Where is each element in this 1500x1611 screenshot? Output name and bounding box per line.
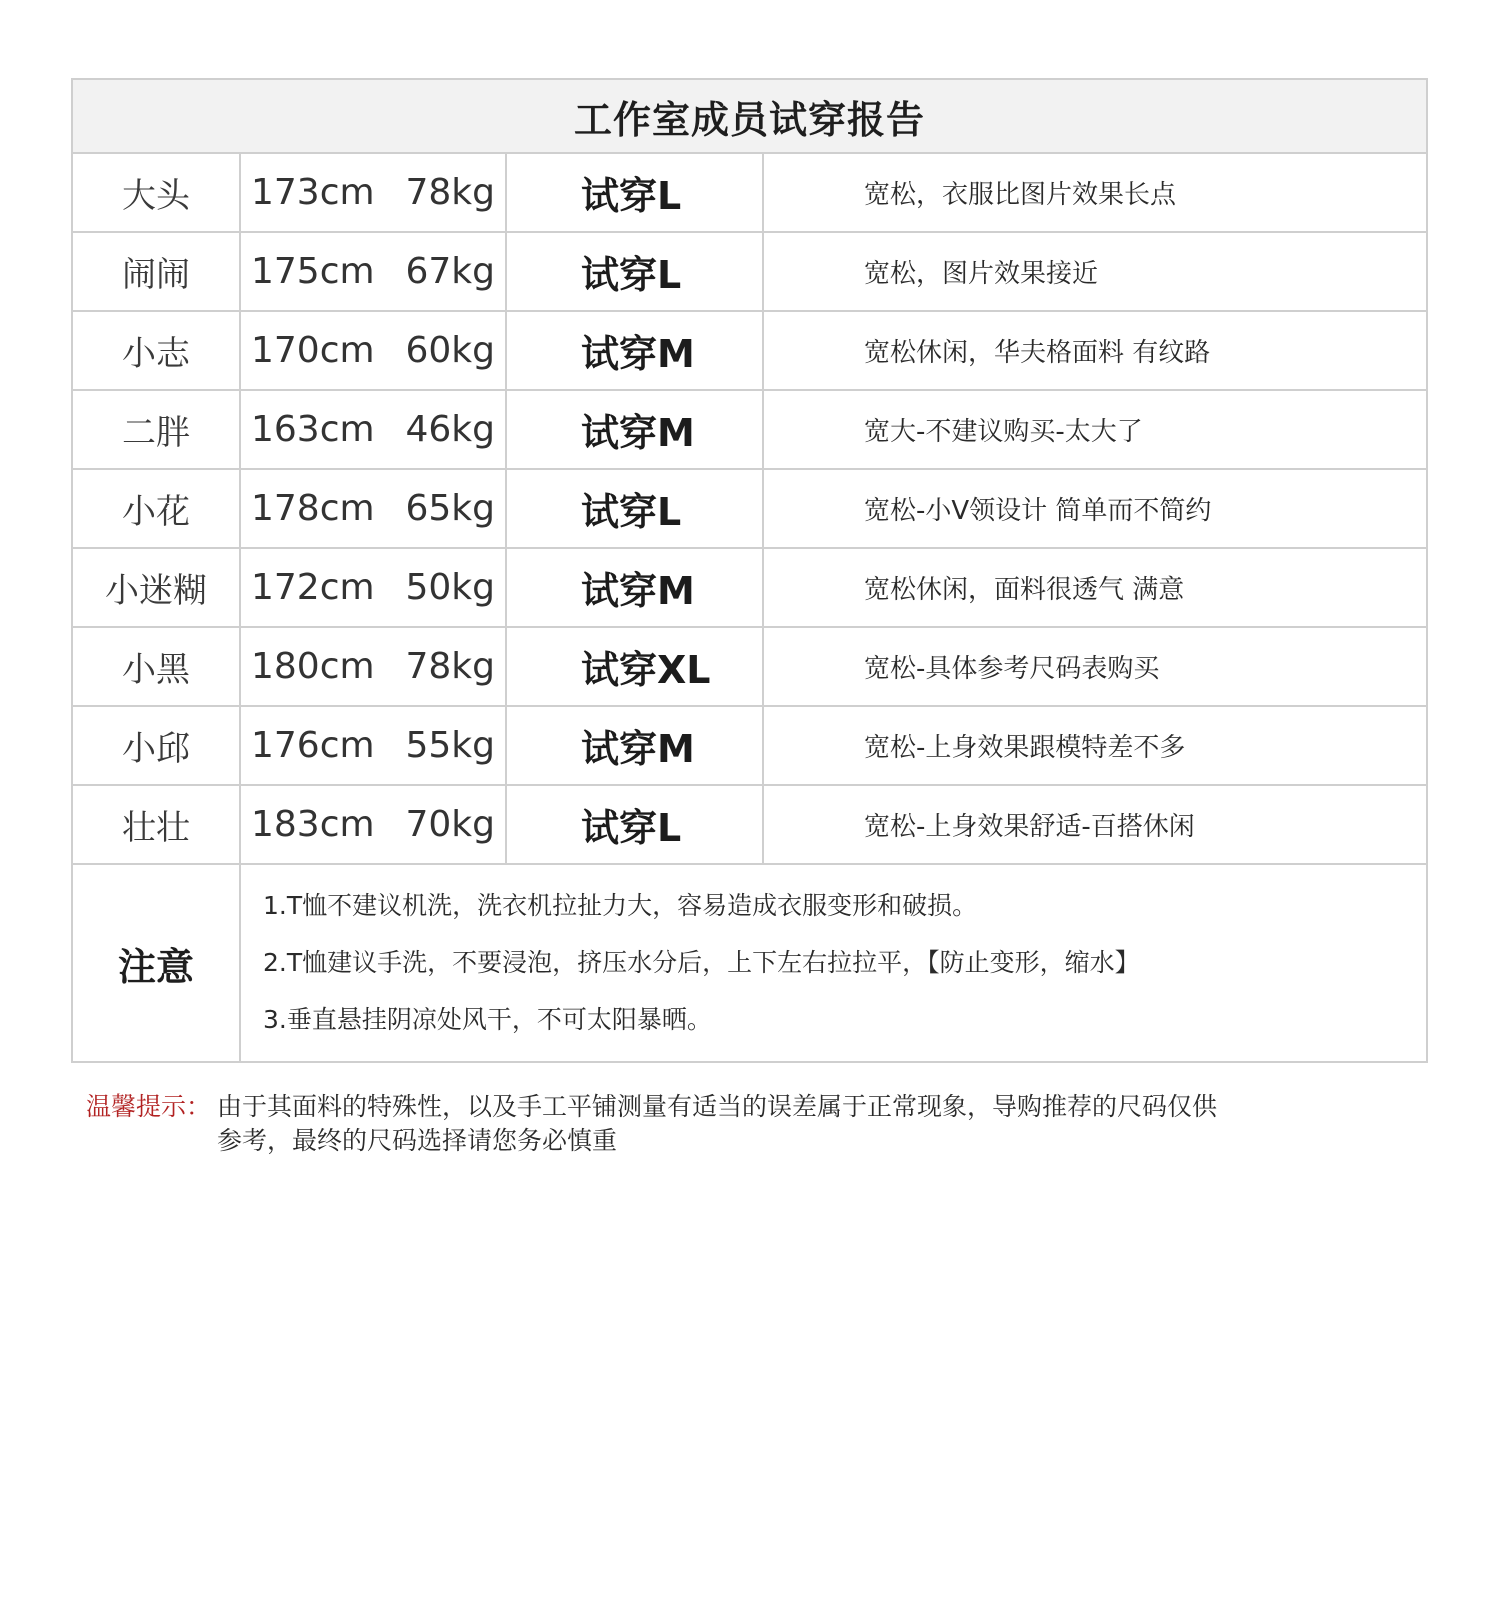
- member-name: 大头: [73, 154, 241, 231]
- fit-comment: 宽松休闲，华夫格面料 有纹路: [864, 338, 1211, 368]
- fit-comment: 宽松-具体参考尺码表购买: [864, 654, 1160, 684]
- fit-comment: 宽松，衣服比图片效果长点: [864, 180, 1177, 210]
- table-row: [73, 391, 1426, 470]
- notice-item: 2.T恤建议手洗，不要浸泡，挤压水分后，上下左右拉拉平，【防止变形，缩水】: [263, 948, 1140, 977]
- member-name: 闹闹: [73, 233, 241, 310]
- tried-size: 试穿M: [507, 312, 764, 389]
- fit-comment: 宽大-不建议购买-太大了: [864, 417, 1143, 447]
- member-height: 178cm: [251, 488, 375, 529]
- member-height: 183cm: [251, 804, 375, 845]
- tip-text: 由于其面料的特殊性，以及手工平铺测量有适当的误差属于正常现象，导购推荐的尺码仅供参考，最终的尺码选择请您务必慎重: [217, 1092, 1218, 1155]
- member-name: 壮壮: [73, 786, 241, 863]
- body-measurements: [241, 549, 507, 626]
- member-height: 173cm: [251, 172, 375, 213]
- warm-tip: [86, 1090, 1236, 1158]
- table-row: [73, 233, 1426, 312]
- body-measurements: [241, 391, 507, 468]
- member-weight: 78kg: [405, 172, 495, 213]
- member-weight: 50kg: [405, 567, 495, 608]
- body-measurements: [241, 154, 507, 231]
- fit-comment: 宽松-小V领设计 简单而不简约: [864, 496, 1212, 526]
- tried-size: 试穿M: [507, 549, 764, 626]
- member-height: 170cm: [251, 330, 375, 371]
- table-row: [73, 628, 1426, 707]
- body-measurements: [241, 707, 507, 784]
- body-measurements: [241, 628, 507, 705]
- member-weight: 70kg: [405, 804, 495, 845]
- tried-size: 试穿M: [507, 707, 764, 784]
- body-measurements: [241, 312, 507, 389]
- fitting-report-table: [71, 78, 1428, 1063]
- report-title: 工作室成员试穿报告: [73, 80, 1426, 154]
- member-weight: 67kg: [405, 251, 495, 292]
- table-row: [73, 312, 1426, 391]
- body-measurements: [241, 786, 507, 863]
- member-weight: 78kg: [405, 646, 495, 687]
- tried-size: 试穿M: [507, 391, 764, 468]
- fit-comment: 宽松，图片效果接近: [864, 259, 1099, 289]
- tried-size: 试穿L: [507, 154, 764, 231]
- member-height: 172cm: [251, 567, 375, 608]
- body-measurements: [241, 470, 507, 547]
- table-row: [73, 786, 1426, 865]
- member-name: 小花: [73, 470, 241, 547]
- notice-item: 1.T恤不建议机洗，洗衣机拉扯力大，容易造成衣服变形和破损。: [263, 891, 978, 920]
- member-height: 163cm: [251, 409, 375, 450]
- fit-comment: 宽松休闲，面料很透气 满意: [864, 575, 1185, 605]
- body-measurements: [241, 233, 507, 310]
- member-weight: 60kg: [405, 330, 495, 371]
- tried-size: 试穿L: [507, 786, 764, 863]
- fit-comment: 宽松-上身效果跟模特差不多: [864, 733, 1186, 763]
- table-row: [73, 707, 1426, 786]
- member-name: 小志: [73, 312, 241, 389]
- tip-label: 温馨提示：: [86, 1092, 212, 1121]
- care-notice-section: [73, 865, 1426, 1061]
- member-weight: 46kg: [405, 409, 495, 450]
- member-weight: 55kg: [405, 725, 495, 766]
- member-name: 小黑: [73, 628, 241, 705]
- tried-size: 试穿L: [507, 470, 764, 547]
- table-row: [73, 154, 1426, 233]
- fit-comment: 宽松-上身效果舒适-百搭休闲: [864, 812, 1195, 842]
- table-row: [73, 470, 1426, 549]
- notice-label: 注意: [73, 865, 241, 1061]
- fitting-rows: [73, 154, 1426, 865]
- member-weight: 65kg: [405, 488, 495, 529]
- tried-size: 试穿XL: [507, 628, 764, 705]
- member-height: 175cm: [251, 251, 375, 292]
- member-name: 二胖: [73, 391, 241, 468]
- notice-item: 3.垂直悬挂阴凉处风干，不可太阳暴晒。: [263, 1005, 712, 1034]
- notice-list: [241, 865, 1426, 1061]
- member-name: 小迷糊: [73, 549, 241, 626]
- member-height: 180cm: [251, 646, 375, 687]
- member-height: 176cm: [251, 725, 375, 766]
- table-row: [73, 549, 1426, 628]
- tried-size: 试穿L: [507, 233, 764, 310]
- member-name: 小邱: [73, 707, 241, 784]
